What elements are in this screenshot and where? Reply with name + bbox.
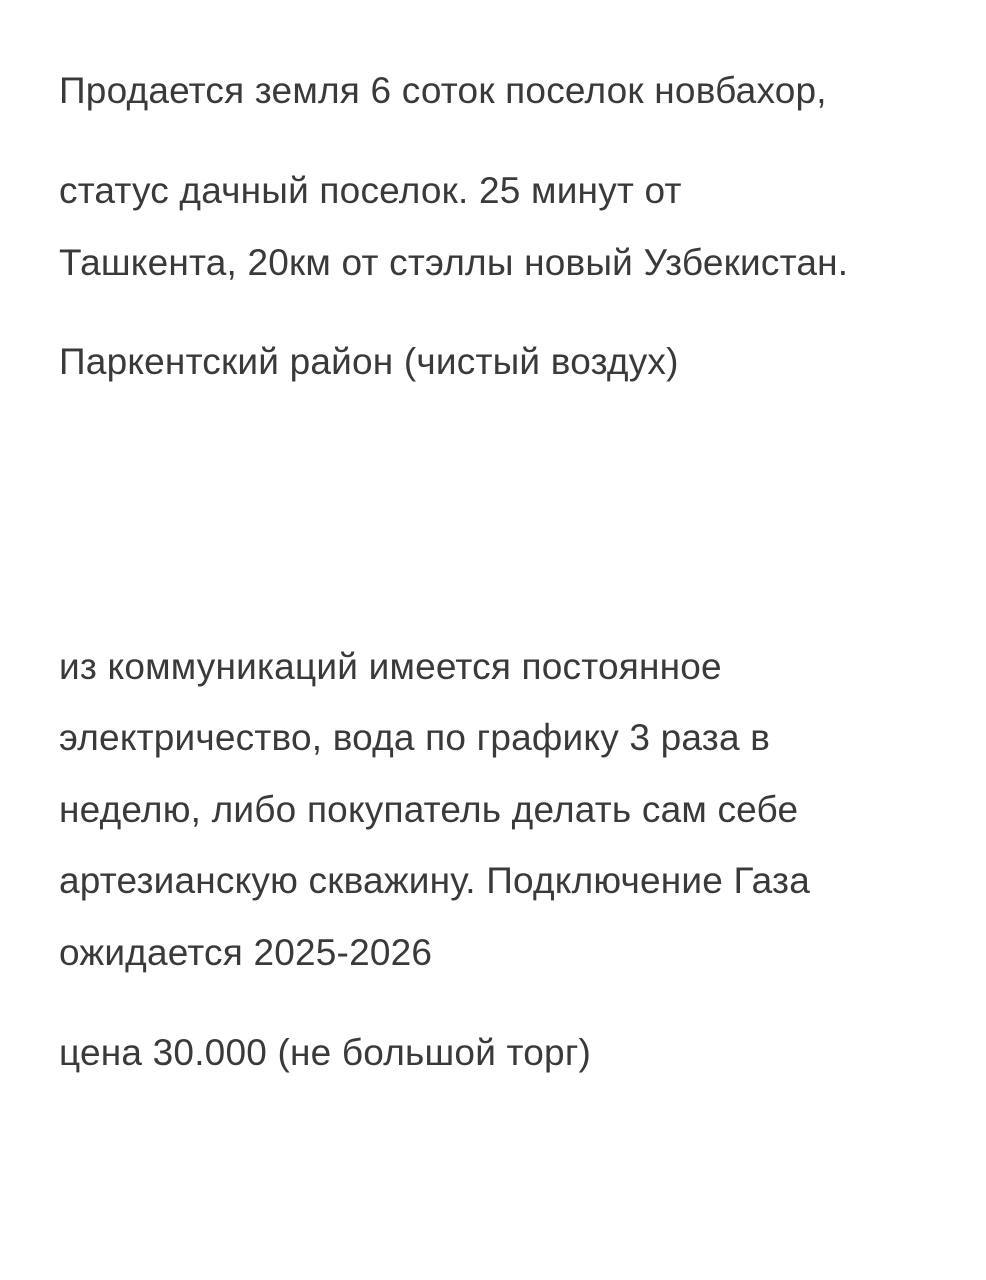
paragraph-utilities-line-5: ожидается 2025-2026	[59, 932, 433, 973]
paragraph-utilities-line-1: из коммуникаций имеется постоянное	[59, 646, 722, 687]
paragraph-utilities-line-3: неделю, либо покупатель делать сам себе	[59, 789, 799, 830]
paragraph-location-line-1: Продается земля 6 соток поселок новбахор,	[59, 70, 827, 111]
paragraph-price-line-1: цена 30.000 (не большой торг)	[59, 1032, 592, 1073]
paragraph-status-line-2: Ташкента, 20км от стэллы новый Узбекистан.	[59, 242, 849, 283]
paragraph-status-line-1: статус дачный поселок. 25 минут от	[59, 170, 682, 211]
paragraph-district-line-1: Паркентский район (чистый воздух)	[59, 341, 679, 382]
paragraph-utilities-line-2: электричество, вода по графику 3 раза в	[59, 717, 771, 758]
paragraph-utilities-line-4: артезианскую скважину. Подключение Газа	[59, 860, 810, 901]
